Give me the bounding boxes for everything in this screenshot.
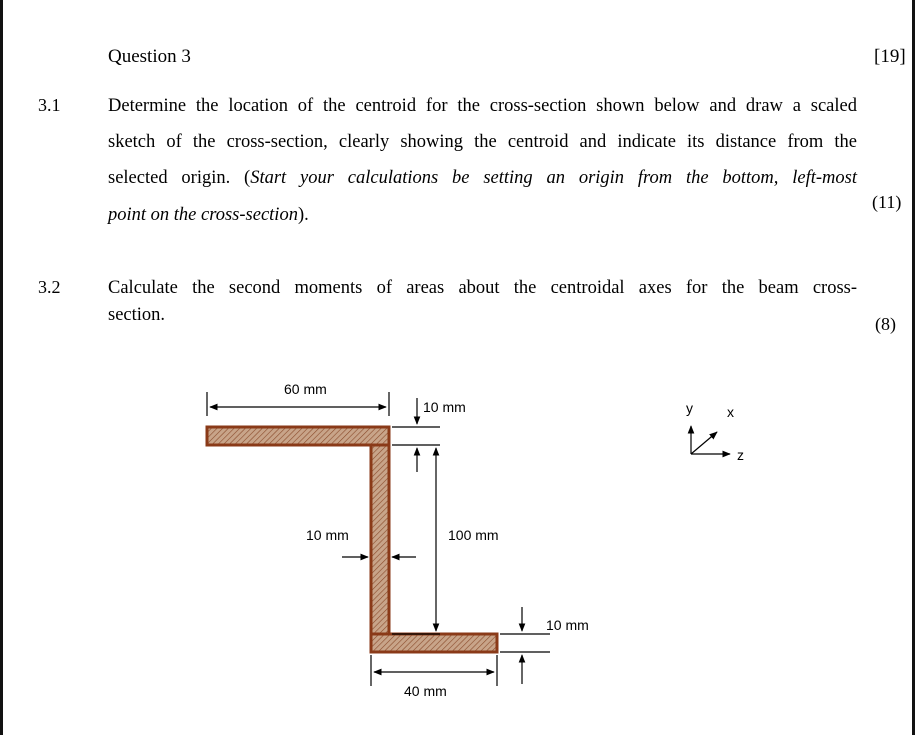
bottom-flange [371, 634, 497, 652]
total-marks: [19] [874, 46, 906, 67]
q31-line-3-plain: selected origin. ( [108, 168, 251, 188]
dim-web-thickness-label: 10 mm [306, 527, 349, 543]
dim-top-width-label: 60 mm [284, 381, 327, 397]
q31-marks: (11) [872, 192, 902, 212]
dim-bottom-width-label: 40 mm [404, 683, 447, 699]
dim-top-thickness-label: 10 mm [423, 399, 466, 415]
q32-marks: (8) [875, 314, 896, 334]
q31-line-4-plain: ). [297, 205, 309, 225]
dim-web-height-label: 100 mm [448, 527, 499, 543]
q32-number: 3.2 [38, 277, 61, 297]
q31-line-4-italic: point on the cross-section [108, 205, 298, 225]
dim-bottom-width [371, 655, 497, 686]
q31-line-2: sketch of the cross-section, clearly showing the centroid and indicate its distance from the [108, 132, 857, 152]
q32-line-2: section. [108, 305, 166, 325]
web [371, 445, 389, 634]
q31-line-1: Determine the location of the centroid for the cross-section shown below and draw a scaled [108, 96, 857, 116]
dim-bottom-thickness [500, 607, 550, 684]
question-title: Question 3 [108, 46, 191, 67]
axis-z-label: z [737, 447, 744, 463]
q32-line-1: Calculate the second moments of areas about the centroidal axes for the beam cross- [108, 278, 857, 298]
q31-line-3-italic: Start your calculations be setting an origin from the bottom, left-most [250, 168, 857, 188]
axis-x-label: x [727, 404, 734, 420]
dim-bottom-thickness-label: 10 mm [546, 617, 589, 633]
axis-y-label: y [686, 400, 693, 416]
dim-web-height [392, 448, 440, 634]
x-axis-arrow [691, 432, 717, 454]
top-flange [207, 427, 389, 445]
axis-triad [691, 426, 730, 454]
q31-number: 3.1 [38, 95, 61, 115]
